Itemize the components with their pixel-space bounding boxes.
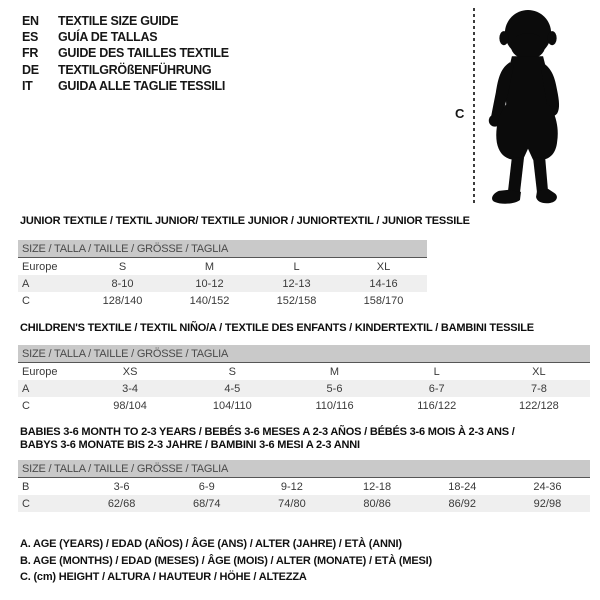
table-cell: 128/140 [102,294,143,307]
table-cell: 6-9 [198,480,215,493]
row-label: A [22,277,30,290]
language-row [22,45,229,61]
size-header-bar: SIZE / TALLA / TAILLE / GRÖSSE / TAGLIA [18,460,590,478]
table-cell: 62/68 [107,497,136,510]
height-measure-dashed-line [473,8,475,206]
table-cell: 6-7 [428,382,445,395]
row-label: C [22,294,30,307]
size-table-0 [18,215,470,309]
language-row [22,62,229,78]
table-cell: S [228,365,236,378]
footnote-line: B. AGE (MONTHS) / EDAD (MESES) / ÂGE (MOIS) / ALTER (MONATE) / ETÀ (MESI) [20,554,432,567]
table-cell: 9-12 [280,480,303,493]
table-cell: M [329,365,340,378]
table-cell: 24-36 [533,480,562,493]
table-cell: XL [532,365,546,378]
table-title: BABIES 3-6 MONTH TO 2-3 YEARS / BEBÉS 3-6 MESES A 2-3 AÑOS / BÉBÉS 3-6 MOIS À 2-3 ANS / [20,426,515,438]
table-cell: 10-12 [195,277,224,290]
table-cell: 92/98 [533,497,562,510]
table-cell: 74/80 [278,497,306,510]
table-row [18,495,590,512]
table-title: BABYS 3-6 MONATE BIS 2-3 JAHRE / BAMBINI 3-6 MESI A 2-3 ANNI [20,439,360,451]
language-code: DE [22,62,39,77]
language-title: GUIDE DES TAILLES TEXTILE [58,46,229,61]
table-cell: M [204,260,215,273]
language-title: TEXTILE SIZE GUIDE [58,14,179,29]
table-row [18,380,590,397]
table-cell: XS [122,365,138,378]
height-measure-label: C [455,106,465,121]
language-title: GUIDA ALLE TAGLIE TESSILI [58,78,226,93]
baby-silhouette-icon [481,6,573,207]
language-code: FR [22,46,39,61]
footnote-line: A. AGE (YEARS) / EDAD (AÑOS) / ÂGE (ANS) / ALTER (JAHRE) / ETÀ (ANNI) [20,538,402,550]
language-row [22,78,229,94]
table-cell: 12-18 [363,480,392,493]
table-row [18,275,427,292]
row-label: A [22,382,30,395]
table-cell: 12-13 [282,277,311,290]
table-cell: S [118,260,127,273]
table-cell: 5-6 [326,382,343,395]
table-cell: L [433,365,440,378]
table-cell: 116/122 [417,399,457,412]
table-cell: 140/152 [189,294,230,307]
size-header-bar: SIZE / TALLA / TAILLE / GRÖSSE / TAGLIA [18,240,427,258]
row-label: Europe [22,260,58,273]
size-table-2 [18,426,590,512]
language-row [22,29,229,45]
table-cell: 122/128 [519,399,559,412]
table-cell: L [293,260,300,273]
table-cell: 98/104 [113,399,147,412]
language-code: ES [22,30,39,45]
row-label: B [22,480,30,493]
language-row [22,13,229,29]
table-cell: 3-6 [113,480,130,493]
table-cell: 104/110 [212,399,252,412]
table-cell: 3-4 [122,382,139,395]
language-title: TEXTILGRÖßENFÜHRUNG [58,62,212,77]
table-cell: 18-24 [448,480,477,493]
size-table-1 [18,322,590,414]
table-title: JUNIOR TEXTILE / TEXTIL JUNIOR/ TEXTILE JUNIOR / JUNIORTEXTIL / JUNIOR TESSILE [20,215,470,227]
table-cell: 158/170 [363,294,404,307]
table-row [18,478,590,495]
size-header-bar: SIZE / TALLA / TAILLE / GRÖSSE / TAGLIA [18,345,590,363]
table-cell: 4-5 [224,382,241,395]
row-label: C [22,399,30,412]
table-row [18,292,427,309]
table-cell: 152/158 [276,294,317,307]
table-cell: 7-8 [530,382,547,395]
table-cell: 86/92 [448,497,477,510]
table-cell: 8-10 [111,277,134,290]
language-title: GUÍA DE TALLAS [58,30,158,45]
table-title: CHILDREN'S TEXTILE / TEXTIL NIÑO/A / TEXTILE DES ENFANTS / KINDERTEXTIL / BAMBINI TESSILE [20,322,534,334]
table-cell: 80/86 [363,497,391,510]
language-title-list [22,13,229,94]
row-label: C [22,497,30,510]
language-code: IT [22,78,33,93]
table-row [18,397,590,414]
table-cell: XL [376,260,391,273]
legend-footnotes [20,536,432,586]
table-row [18,363,590,380]
table-cell: 110/116 [315,399,354,412]
table-cell: 68/74 [192,497,221,510]
footnote-line: C. (cm) HEIGHT / ALTURA / HAUTEUR / HÖHE / ALTEZZA [20,571,307,583]
row-label: Europe [22,365,58,378]
table-cell: 14-16 [369,277,398,290]
language-code: EN [22,14,39,29]
table-row [18,258,427,275]
